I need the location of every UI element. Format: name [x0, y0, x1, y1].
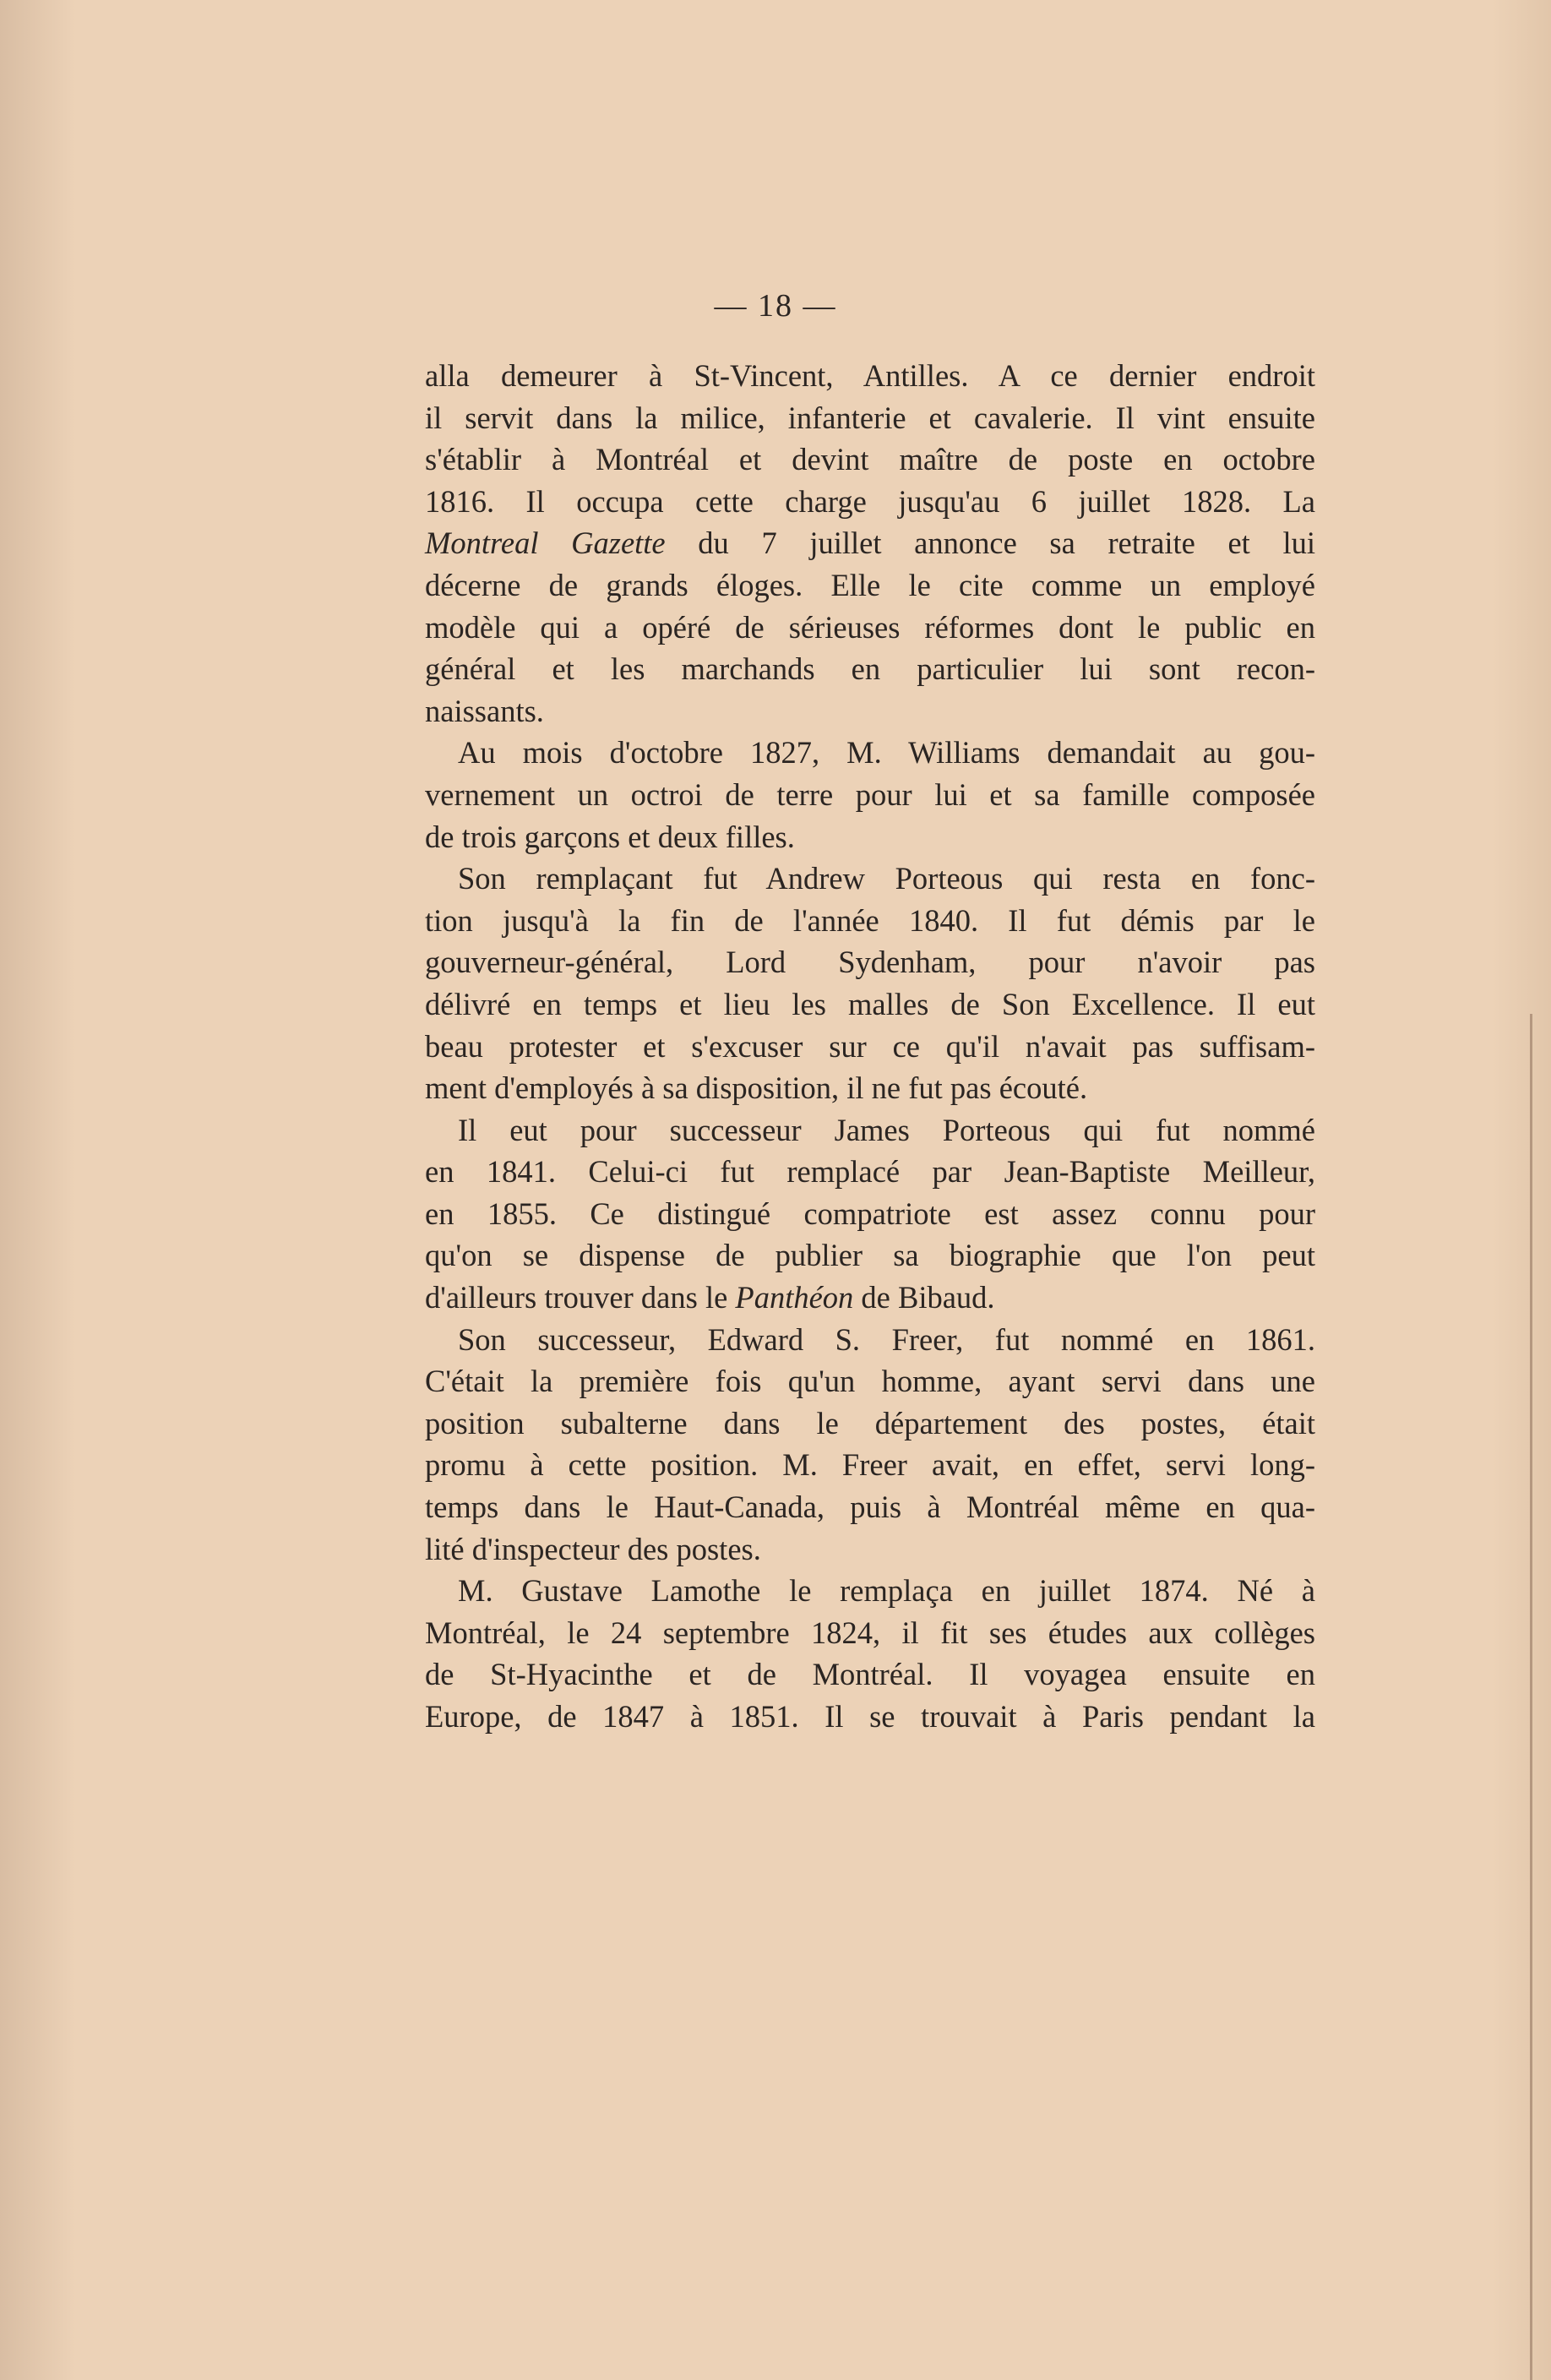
text-line: Il eut pour successeur James Porteous qui fut nommé — [458, 1112, 1315, 1147]
text-line: M. Gustave Lamothe le remplaça en juillet 1874. Né à — [458, 1573, 1315, 1609]
text-line: gouverneur-général, Lord Sydenham, pour n'avoir pas — [425, 945, 1315, 980]
italic-title: Panthéon — [735, 1280, 854, 1315]
text-line: C'était la première fois qu'un homme, ayant servi dans une — [425, 1364, 1315, 1399]
paragraph-1 — [425, 355, 1315, 732]
text-line: en 1855. Ce distingué compatriote est assez connu pour — [425, 1195, 1315, 1231]
text-line-italic-title: Montreal Gazette du 7 juillet annonce sa retraite et lui — [425, 526, 1315, 561]
text-line: en 1841. Celui-ci fut remplacé par Jean-Baptiste Meilleur, — [425, 1154, 1315, 1190]
text-line: modèle qui a opéré de sérieuses réformes dont le public en — [425, 609, 1315, 645]
text-line: général et les marchands en particulier lui sont recon- — [425, 651, 1315, 687]
paragraph-6 — [425, 1570, 1315, 1737]
text-line: ment d'employés à sa disposition, il ne fut pas écouté. — [425, 1070, 1088, 1106]
text-line: tion jusqu'à la fin de l'année 1840. Il fut démis par le — [425, 902, 1315, 938]
paragraph-2 — [425, 732, 1315, 858]
body-text — [425, 355, 1315, 1738]
text-line: alla demeurer à St-Vincent, Antilles. A ce dernier endroit — [425, 358, 1315, 393]
page-edge-shadow — [1530, 1014, 1532, 2380]
text-line: délivré en temps et lieu les malles de Son Excellence. Il eut — [425, 986, 1315, 1021]
text-line-italic-title: d'ailleurs trouver dans le Panthéon de Bibaud. — [425, 1280, 995, 1315]
text-line: vernement un octroi de terre pour lui et sa famille composée — [425, 776, 1315, 812]
text-line: s'établir à Montréal et devint maître de poste en octobre — [425, 442, 1315, 477]
paragraph-3 — [425, 858, 1315, 1109]
text-line: décerne de grands éloges. Elle le cite comme un employé — [425, 567, 1315, 602]
text-line: Montréal, le 24 septembre 1824, il fit ses études aux collèges — [425, 1615, 1315, 1650]
text-line: promu à cette position. M. Freer avait, en effet, servi long- — [425, 1447, 1315, 1483]
text-line: position subalterne dans le département des postes, était — [425, 1405, 1315, 1441]
text-line: Europe, de 1847 à 1851. Il se trouvait à Paris pendant la — [425, 1699, 1315, 1734]
text-line: Son successeur, Edward S. Freer, fut nommé en 1861. — [458, 1321, 1315, 1357]
text-line: de St-Hyacinthe et de Montréal. Il voyagea ensuite en — [425, 1657, 1315, 1692]
page-number: — 18 — — [714, 288, 837, 324]
text-line: naissants. — [425, 693, 544, 728]
text-line: de trois garçons et deux filles. — [425, 819, 795, 854]
text-line: il servit dans la milice, infanterie et cavalerie. Il vint ensuite — [425, 400, 1315, 435]
text-line: qu'on se dispense de publier sa biographie que l'on peut — [425, 1238, 1315, 1273]
text-line: 1816. Il occupa cette charge jusqu'au 6 juillet 1828. La — [425, 483, 1315, 519]
paragraph-4 — [425, 1109, 1315, 1319]
text-line: Au mois d'octobre 1827, M. Williams demandait au gou- — [458, 735, 1315, 771]
italic-title: Montreal Gazette — [425, 526, 666, 561]
text-line: Son remplaçant fut Andrew Porteous qui resta en fonc- — [458, 861, 1315, 896]
paragraph-5 — [425, 1319, 1315, 1571]
text-line: temps dans le Haut-Canada, puis à Montréal même en qua- — [425, 1490, 1315, 1525]
text-line: beau protester et s'excuser sur ce qu'il n'avait pas suffisam- — [425, 1028, 1315, 1064]
text-line: lité d'inspecteur des postes. — [425, 1531, 761, 1566]
